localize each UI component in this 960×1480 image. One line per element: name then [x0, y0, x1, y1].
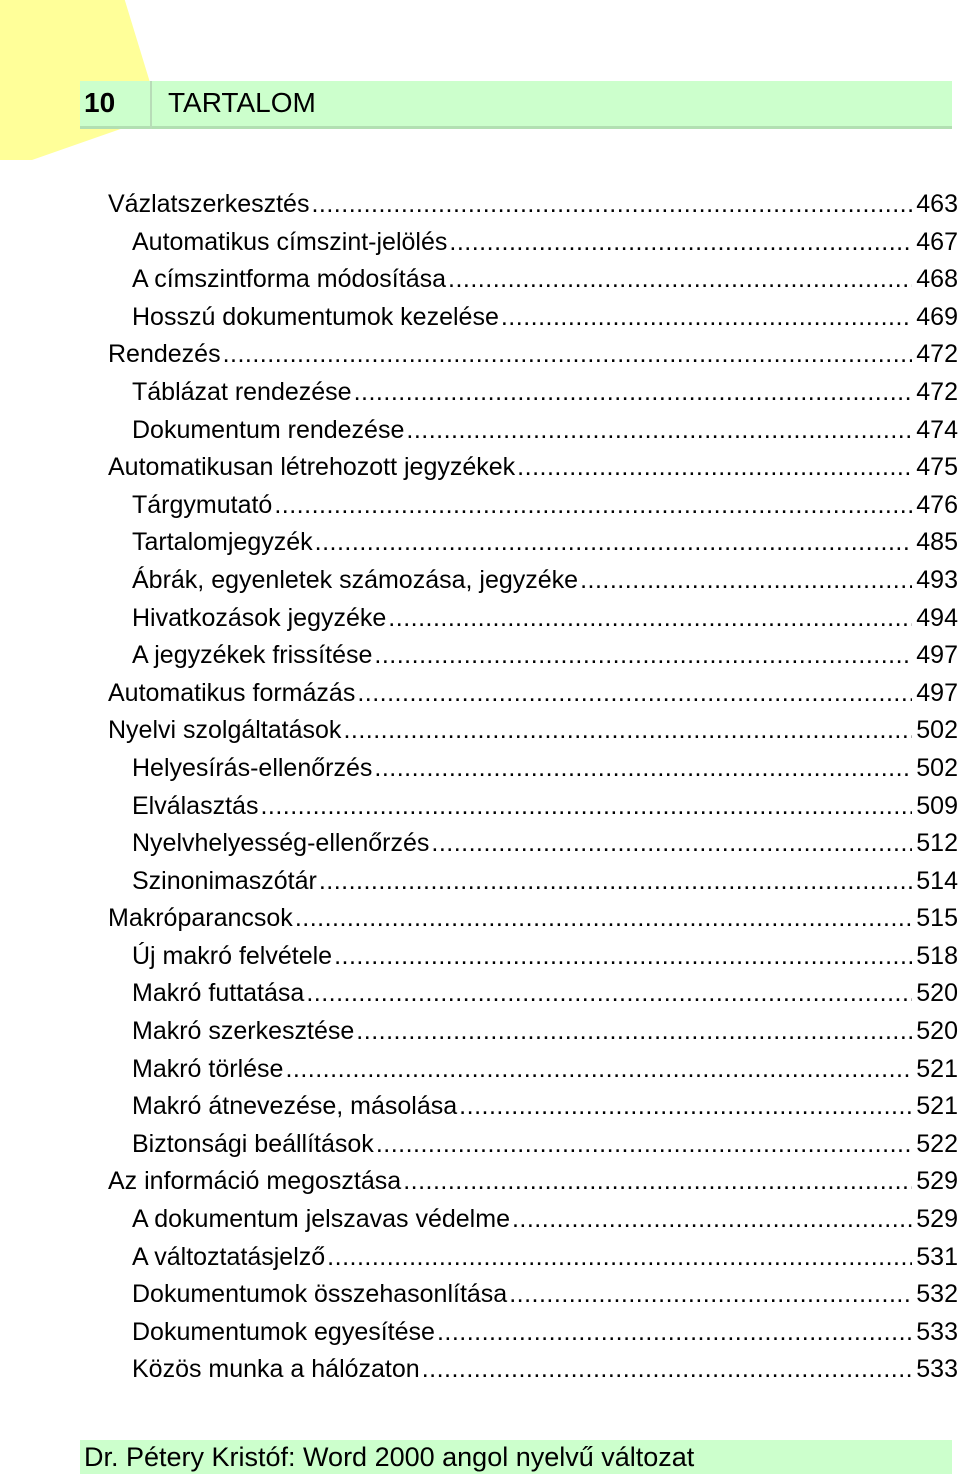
toc-entry[interactable] — [108, 374, 958, 412]
toc-entry[interactable] — [108, 750, 958, 788]
toc-entry-page: 533 — [916, 1317, 958, 1346]
toc-dot-leader — [223, 336, 913, 374]
toc-entry-label: Makró szerkesztése — [132, 1017, 355, 1046]
toc-entry[interactable] — [108, 1051, 958, 1089]
toc-dot-leader — [512, 1201, 912, 1239]
toc-dot-leader — [403, 1163, 912, 1201]
toc-entry[interactable] — [108, 788, 958, 826]
toc-entry[interactable] — [108, 1201, 958, 1239]
toc-entry[interactable] — [108, 449, 958, 487]
toc-dot-leader — [580, 562, 912, 600]
page-header — [80, 81, 952, 129]
toc-entry[interactable] — [108, 261, 958, 299]
toc-entry-page: 475 — [916, 453, 958, 482]
toc-entry-label: Helyesírás-ellenőrzés — [132, 753, 373, 782]
toc-entry[interactable] — [108, 1088, 958, 1126]
toc-entry-page: 472 — [916, 340, 958, 369]
toc-entry[interactable] — [108, 712, 958, 750]
toc-entry-page: 531 — [916, 1242, 958, 1271]
toc-entry-page: 485 — [916, 528, 958, 557]
toc-entry-label: Nyelvhelyesség-ellenőrzés — [132, 829, 430, 858]
toc-entry-page: 520 — [916, 979, 958, 1008]
toc-entry-label: Elválasztás — [132, 791, 259, 820]
toc-entry-page: 529 — [916, 1167, 958, 1196]
toc-dot-leader — [315, 524, 913, 562]
toc-entry[interactable] — [108, 975, 958, 1013]
toc-entry-page: 533 — [916, 1355, 958, 1384]
toc-entry-page: 514 — [916, 866, 958, 895]
toc-entry-label: Tárgymutató — [132, 490, 273, 519]
toc-dot-leader — [374, 750, 912, 788]
toc-dot-leader — [274, 487, 912, 525]
toc-dot-leader — [260, 788, 912, 826]
toc-dot-leader — [422, 1351, 913, 1389]
toc-dot-leader — [376, 1126, 912, 1164]
toc-entry[interactable] — [108, 412, 958, 450]
toc-dot-leader — [343, 712, 912, 750]
toc-dot-leader — [517, 449, 912, 487]
toc-entry-label: Dokumentumok összehasonlítása — [132, 1280, 508, 1309]
toc-entry-page: 509 — [916, 791, 958, 820]
page-footer — [80, 1440, 952, 1474]
toc-entry-page: 476 — [916, 490, 958, 519]
toc-entry-label: Makró törlése — [132, 1054, 284, 1083]
toc-entry-label: Automatikusan létrehozott jegyzékek — [108, 453, 516, 482]
toc-entry[interactable] — [108, 1163, 958, 1201]
toc-dot-leader — [319, 863, 912, 901]
toc-dot-leader — [374, 637, 912, 675]
toc-entry-page: 493 — [916, 565, 958, 594]
toc-entry-page: 520 — [916, 1017, 958, 1046]
toc-dot-leader — [437, 1314, 912, 1352]
toc-entry-label: Közös munka a hálózaton — [132, 1355, 420, 1384]
toc-entry-page: 529 — [916, 1205, 958, 1234]
toc-entry[interactable] — [108, 675, 958, 713]
toc-entry[interactable] — [108, 938, 958, 976]
toc-dot-leader — [388, 600, 912, 638]
toc-entry-page: 467 — [916, 227, 958, 256]
toc-dot-leader — [306, 975, 912, 1013]
toc-entry[interactable] — [108, 1126, 958, 1164]
toc-entry-label: Makró átnevezése, másolása — [132, 1092, 458, 1121]
toc-entry-page: 497 — [916, 678, 958, 707]
toc-dot-leader — [285, 1051, 912, 1089]
toc-dot-leader — [431, 825, 912, 863]
toc-entry-label: Dokumentum rendezése — [132, 415, 405, 444]
toc-entry-page: 522 — [916, 1129, 958, 1158]
toc-entry-label: Szinonimaszótár — [132, 866, 317, 895]
toc-entry[interactable] — [108, 299, 958, 337]
toc-dot-leader — [295, 900, 912, 938]
toc-entry[interactable] — [108, 524, 958, 562]
toc-entry[interactable] — [108, 637, 958, 675]
toc-entry-label: Biztonsági beállítások — [132, 1129, 374, 1158]
toc-entry-label: Táblázat rendezése — [132, 377, 352, 406]
toc-entry[interactable] — [108, 336, 958, 374]
toc-entry-label: Hivatkozások jegyzéke — [132, 603, 387, 632]
toc-entry[interactable] — [108, 487, 958, 525]
toc-entry-page: 532 — [916, 1280, 958, 1309]
toc-dot-leader — [327, 1239, 912, 1277]
toc-entry-label: Makró futtatása — [132, 979, 305, 1008]
toc-entry-page: 518 — [916, 941, 958, 970]
toc-entry[interactable] — [108, 562, 958, 600]
toc-entry-label: Nyelvi szolgáltatások — [108, 716, 342, 745]
toc-dot-leader — [509, 1276, 912, 1314]
toc-entry-page: 521 — [916, 1092, 958, 1121]
toc-entry-label: Új makró felvétele — [132, 941, 333, 970]
toc-entry[interactable] — [108, 825, 958, 863]
toc-entry-label: A jegyzékek frissítése — [132, 641, 373, 670]
toc-entry-page: 521 — [916, 1054, 958, 1083]
toc-entry[interactable] — [108, 1239, 958, 1277]
toc-entry-label: A változtatásjelző — [132, 1242, 326, 1271]
corner-decoration — [0, 0, 160, 160]
toc-entry-label: A címszintforma módosítása — [132, 265, 447, 294]
toc-entry-page: 468 — [916, 265, 958, 294]
toc-entry-page: 494 — [916, 603, 958, 632]
toc-entry-label: A dokumentum jelszavas védelme — [132, 1205, 510, 1234]
toc-dot-leader — [501, 299, 912, 337]
toc-entry[interactable] — [108, 863, 958, 901]
toc-entry-page: 502 — [916, 716, 958, 745]
toc-entry-label: Rendezés — [108, 340, 221, 369]
toc-entry[interactable] — [108, 186, 958, 224]
toc-entry[interactable] — [108, 900, 958, 938]
toc-entry-page: 474 — [916, 415, 958, 444]
footer-text: Dr. Pétery Kristóf: Word 2000 angol nyelvű változat — [84, 1442, 695, 1472]
page-number: 10 — [84, 87, 116, 118]
toc-entry[interactable] — [108, 1351, 958, 1389]
toc-entry-page: 497 — [916, 641, 958, 670]
toc-entry-page: 469 — [916, 302, 958, 331]
toc-entry-label: Makróparancsok — [108, 904, 293, 933]
toc-entry-label: Tartalomjegyzék — [132, 528, 313, 557]
toc-entry[interactable] — [108, 600, 958, 638]
header-divider — [150, 81, 152, 129]
toc-dot-leader — [356, 1013, 912, 1051]
toc-entry[interactable] — [108, 1276, 958, 1314]
toc-dot-leader — [406, 412, 912, 450]
toc-dot-leader — [354, 374, 913, 412]
toc-entry-page: 472 — [916, 377, 958, 406]
toc-entry[interactable] — [108, 1013, 958, 1051]
toc-dot-leader — [448, 261, 912, 299]
toc-entry[interactable] — [108, 1314, 958, 1352]
toc-dot-leader — [357, 675, 912, 713]
toc-entry-page: 512 — [916, 829, 958, 858]
toc-entry-page: 515 — [916, 904, 958, 933]
toc-dot-leader — [459, 1088, 912, 1126]
toc-dot-leader — [311, 186, 912, 224]
toc-entry-page: 463 — [916, 190, 958, 218]
toc-entry-page: 502 — [916, 753, 958, 782]
toc-entry-label: Ábrák, egyenletek számozása, jegyzéke — [132, 565, 579, 594]
toc-dot-leader — [334, 938, 912, 976]
toc-entry-label: Dokumentumok egyesítése — [132, 1317, 435, 1346]
toc-entry[interactable] — [108, 224, 958, 262]
toc-entry-label: Hosszú dokumentumok kezelése — [132, 302, 499, 331]
toc-entry-label: Vázlatszerkesztés — [108, 190, 310, 218]
toc-entry-label: Automatikus formázás — [108, 678, 356, 707]
toc-entry-label: Az információ megosztása — [108, 1167, 402, 1196]
toc-dot-leader — [449, 224, 912, 262]
table-of-contents — [108, 186, 958, 1389]
toc-entry-label: Automatikus címszint-jelölés — [132, 227, 448, 256]
page-title: TARTALOM — [168, 87, 316, 118]
